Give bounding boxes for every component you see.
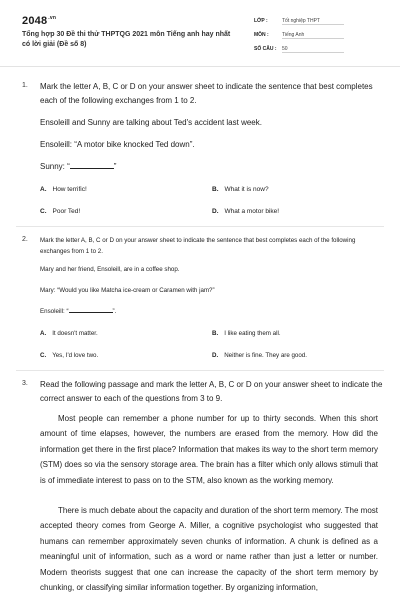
question-1-context: Ensoleill and Sunny are talking about Ted's accident last week. <box>40 118 262 127</box>
question-2-option-c[interactable]: C. Yes, I'd love two. <box>40 352 99 359</box>
passage-paragraph-1: Most people can remember a phone number for up to thirty seconds. When this short amount of time elapses, however, the numbers are erased from the memory. How did the information get there in the first place? Information that makes its way to the short term memory (STM) does so via the sensory storage area. The brain has a filter which only allows stimuli that is of immediate interest to pass on to the STM, also known as the working memory. <box>40 414 378 485</box>
question-1-option-c[interactable]: C. Poor Ted! <box>40 208 81 215</box>
question-2-quote: Mary: “Would you like Matcha ice-cream or Caramen with jam?” <box>40 287 215 294</box>
question-1-prompt: Mark the letter A, B, C or D on your answer sheet to indicate the sentence that best completes each of the following exchanges from 1 to 2. <box>40 82 373 105</box>
question-1-response: Sunny: “ ” <box>40 162 117 171</box>
question-1-option-b[interactable]: B. What it is now? <box>212 186 269 193</box>
answer-blank <box>69 312 113 313</box>
meta-subject: MÔN : Tiếng Anh <box>254 32 344 39</box>
passage-paragraph-2: There is much debate about the capacity and duration of the short term memory. The most accepted theory comes from George A. Miller, a cognitive psychologist who suggested that humans can remember approximately seven chunks of information. A chunk is defined as a meaningful unit of information, such as a word or name rather than just a letter or number. Modern theorists suggest that one can increase the capacity of the short term memory by chunking, or classifying similar information together. By organizing information, <box>40 506 378 593</box>
document-header <box>0 0 400 67</box>
question-2-option-a[interactable]: A. It doesn't matter. <box>40 330 98 337</box>
question-1-option-a[interactable]: A. How terrific! <box>40 186 87 193</box>
question-1-option-d[interactable]: D. What a motor bike! <box>212 208 280 215</box>
question-3-prompt: Read the following passage and mark the letter A, B, C or D on your answer sheet to indicate the correct answer to each of the questions from 3 to 9. <box>40 380 383 403</box>
question-1-quote: Ensoleill: “A motor bike knocked Ted down”. <box>40 140 195 149</box>
meta-class: LỚP : Tốt nghiệp THPT <box>254 18 344 25</box>
question-3-number: 3. <box>22 380 28 387</box>
question-2-prompt: Mark the letter A, B, C or D on your answer sheet to indicate the sentence that best completes each of the following exchanges from 1 to 2. <box>40 237 356 255</box>
question-2-number: 2. <box>22 236 28 243</box>
document-title: Tổng hợp 30 Đề thi thử THPTQG 2021 môn Tiếng anh hay nhất có lời giải (Đề số 8) <box>22 31 231 48</box>
site-logo[interactable]: $2048^{.vn}$ <box>22 15 57 27</box>
question-1-number: 1. <box>22 82 28 89</box>
question-2-context: Mary and her friend, Ensoleill, are in a coffee shop. <box>40 266 180 273</box>
question-2-option-b[interactable]: B. I like eating them all. <box>212 330 281 337</box>
question-divider <box>16 370 384 371</box>
question-2-response: Ensoleill: “ ”. <box>40 308 117 315</box>
meta-question-count: SỐ CÂU : 50 <box>254 46 344 53</box>
question-divider <box>16 226 384 227</box>
answer-blank <box>70 168 114 169</box>
question-2-option-d[interactable]: D. Neither is fine. They are good. <box>212 352 307 359</box>
